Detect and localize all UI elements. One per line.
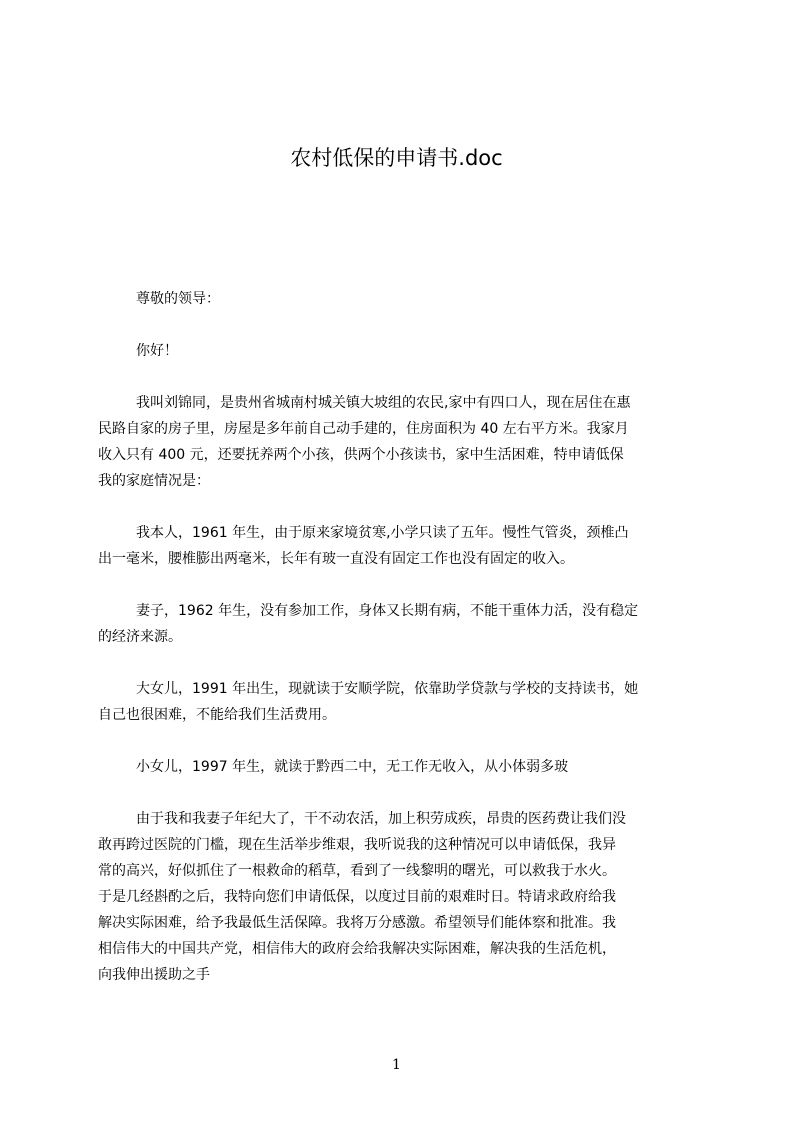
page-number: 1 xyxy=(392,1057,401,1073)
paragraph-line: 小女儿，1997 年生，就读于黔西二中，无工作无收入，从小体弱多玻 xyxy=(136,759,569,775)
paragraph-line: 的经济来源。 xyxy=(98,629,182,645)
paragraph-line: 常的高兴，好似抓住了一根救命的稻草，看到了一线黎明的曙光，可以救我于水火。 xyxy=(98,863,616,879)
document-title: 农村低保的申请书.doc xyxy=(290,146,503,170)
paragraph-line: 妻子，1962 年生，没有参加工作，身体又长期有病，不能干重体力活，没有稳定 xyxy=(136,603,639,619)
paragraph-line: 民路自家的房子里，房屋是多年前自己动手建的，住房面积为 40 左右平方米。我家月 xyxy=(98,421,629,437)
paragraph-line: 大女儿，1991 年出生，现就读于安顺学院，依靠助学贷款与学校的支持读书，她 xyxy=(136,681,639,697)
paragraph-request xyxy=(98,806,708,988)
greeting: 你好！ xyxy=(136,343,178,359)
paragraph-younger-daughter xyxy=(98,754,708,780)
paragraph-elder-daughter xyxy=(98,676,708,728)
paragraph-line: 我本人，1961 年生，由于原来家境贫寒,小学只读了五年。慢性气管炎，颈椎凸 xyxy=(136,525,629,541)
paragraph-line: 出一毫米，腰椎膨出两毫米，长年有玻一直没有固定工作也没有固定的收入。 xyxy=(98,551,574,567)
paragraph-line: 向我伸出援助之手 xyxy=(98,967,210,983)
paragraph-line: 我叫刘锦同，是贵州省城南村城关镇大坡组的农民,家中有四口人，现在居住在惠 xyxy=(136,395,631,411)
paragraph-line: 我的家庭情况是： xyxy=(98,473,210,489)
paragraph-line: 由于我和我妻子年纪大了，干不动农活，加上积劳成疾，昂贵的医药费让我们没 xyxy=(136,811,626,827)
paragraph-line: 相信伟大的中国共产党，相信伟大的政府会给我解决实际困难，解决我的生活危机， xyxy=(98,941,616,957)
salutation: 尊敬的领导： xyxy=(136,291,220,307)
paragraph-line: 自己也很困难，不能给我们生活费用。 xyxy=(98,707,336,723)
paragraph-self xyxy=(98,520,708,572)
paragraph-line: 解决实际困难，给予我最低生活保障。我将万分感激。希望领导们能体察和批准。我 xyxy=(98,915,616,931)
paragraph-family-intro xyxy=(98,390,708,494)
paragraph-line: 敢再跨过医院的门槛，现在生活举步维艰，我听说我的这种情况可以申请低保，我异 xyxy=(98,837,616,853)
letter-body xyxy=(98,286,708,1014)
paragraph-line: 于是几经斟酌之后，我特向您们申请低保，以度过目前的艰难时日。特请求政府给我 xyxy=(98,889,616,905)
paragraph-wife xyxy=(98,598,708,650)
paragraph-line: 收入只有 400 元，还要抚养两个小孩，供两个小孩读书，家中生活困难，特申请低保 xyxy=(98,447,624,463)
